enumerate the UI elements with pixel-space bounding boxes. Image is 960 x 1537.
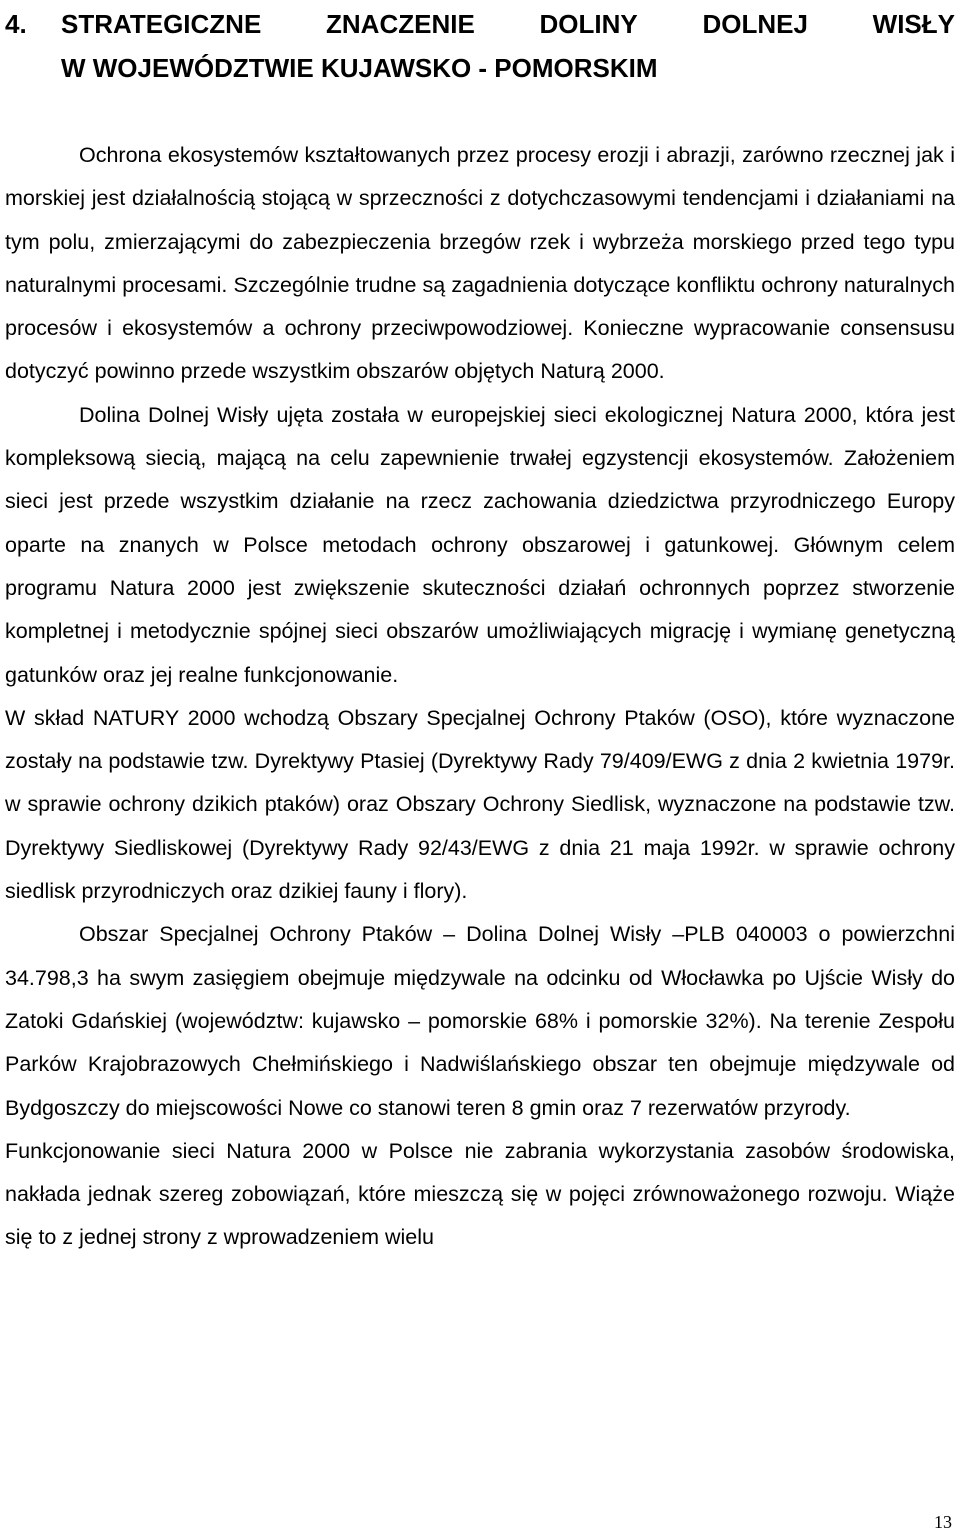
- heading-words: [61, 0, 955, 48]
- paragraph: Funkcjonowanie sieci Natura 2000 w Polsce nie zabrania wykorzystania zasobów środowiska, nakłada jednak szereg zobowiązań, które mieszczą się w pojęci zrównoważonego rozwoju. Wiąże się to z jednej strony z wprowadzeniem wielu: [5, 1138, 955, 1250]
- heading-word: STRATEGICZNE: [61, 9, 262, 39]
- heading-line-1: [5, 0, 955, 48]
- heading-word: ZNACZENIE: [326, 9, 475, 39]
- heading-word: DOLINY: [539, 9, 638, 39]
- heading-word: WISŁY: [872, 9, 955, 39]
- page-number: 13: [934, 1512, 952, 1532]
- paragraph: Dolina Dolnej Wisły ujęta została w europejskiej sieci ekologicznej Natura 2000, która jest kompleksową siecią, mającą na celu zapewnienie trwałej egzystencji ekosystemów. Założeniem sieci jest przede wszystkim działanie na rzecz zachowania dziedzictwa przyrodniczego Europy oparte na znanych w Polsce metodach ochrony obszarowej i gatunkowej. Głównym celem programu Natura 2000 jest zwiększenie skuteczności działań ochronnych poprzez stworzenie kompletnej i metodycznie spójnej sieci obszarów umożliwiających migrację i wymianę genetyczną gatunków oraz jej realne funkcjonowanie.: [5, 402, 955, 687]
- section-number: 4.: [5, 9, 27, 39]
- heading-word: DOLNEJ: [702, 9, 808, 39]
- paragraph: W skład NATURY 2000 wchodzą Obszary Specjalnej Ochrony Ptaków (OSO), które wyznaczone zostały na podstawie tzw. Dyrektywy Ptasiej (Dyrektywy Rady 79/409/EWG z dnia 2 kwietnia 1979r. w sprawie ochrony dzikich ptaków) oraz Obszary Ochrony Siedlisk, wyznaczone na podstawie tzw. Dyrektywy Siedliskowej (Dyrektywy Rady 92/43/EWG z dnia 21 maja 1992r. w sprawie ochrony siedlisk przyrodniczych oraz dzikiej fauny i flory).: [5, 705, 955, 904]
- document-body: [5, 134, 955, 1260]
- section-heading: [5, 0, 955, 92]
- heading-line-2: W WOJEWÓDZTWIE KUJAWSKO - POMORSKIM: [61, 53, 658, 83]
- paragraph: Ochrona ekosystemów kształtowanych przez procesy erozji i abrazji, zarówno rzecznej jak i morskiej jest działalnością stojącą w sprzeczności z dotychczasowymi tendencjami i działaniami na tym polu, zmierzającymi do zabezpieczenia brzegów rzek i wybrzeża morskiego przed tego typu naturalnymi procesami. Szczególnie trudne są zagadnienia dotyczące konfliktu ochrony naturalnych procesów i ekosystemów a ochrony przeciwpowodziowej. Konieczne wypracowanie consensusu dotyczyć powinno przede wszystkim obszarów objętych Naturą 2000.: [5, 143, 955, 384]
- paragraph: Obszar Specjalnej Ochrony Ptaków – Dolina Dolnej Wisły –PLB 040003 o powierzchni 34.798,3 ha swym zasięgiem obejmuje międzywale na odcinku od Włocławka po Ujście Wisły do Zatoki Gdańskiej (województw: kujawsko – pomorskie 68% i pomorskie 32%). Na terenie Zespołu Parków Krajobrazowych Chełmińskiego i Nadwiślańskiego obszar ten obejmuje międzywale od Bydgoszczy do miejscowości Nowe co stanowi teren 8 gmin oraz 7 rezerwatów przyrody.: [5, 922, 955, 1120]
